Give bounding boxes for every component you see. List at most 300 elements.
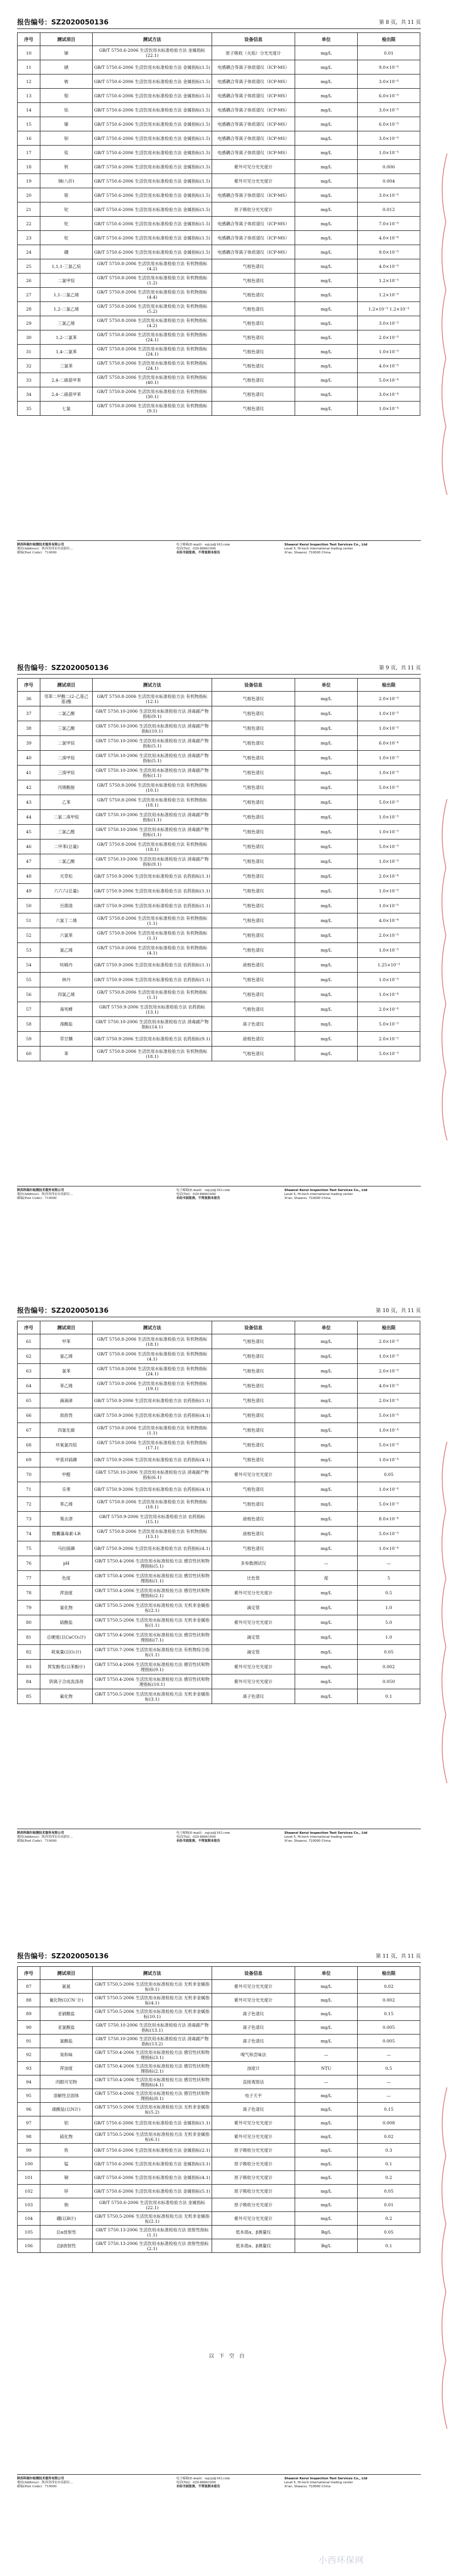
table-row (18, 160, 420, 174)
cell-item: 微囊藻毒素-LR (40, 1527, 93, 1541)
cell-item: 苯乙烯 (40, 1497, 93, 1512)
cell-equipment: 紫外可见分光光度计 (212, 1994, 295, 2007)
cell-item: 铁 (40, 2144, 93, 2157)
cell-limit: — (358, 1556, 420, 1571)
cell-equipment: 气相色谱仪 (212, 987, 295, 1002)
cell-seq: 102 (18, 2185, 40, 2198)
cell-unit: mg/L (295, 387, 358, 402)
table-row (18, 2075, 420, 2089)
cell-seq: 10 (18, 46, 40, 60)
cell-method: GB/T 5750.9-2006 生活饮用水标准检验方法 农药指标(4.1) (93, 1408, 212, 1423)
report-page-4 (0, 1934, 455, 2548)
cell-item: 百菌清 (40, 899, 93, 913)
cell-seq: 32 (18, 359, 40, 373)
table-row (18, 736, 420, 751)
column-header: 单位 (295, 1967, 358, 1980)
end-of-content-mark: 以 下 空 白 (209, 2354, 246, 2359)
cell-method: GB/T 5750.8-2006 生活饮用水标准检验方法 有机物指标(9.1) (93, 402, 212, 416)
cell-seq: 55 (18, 973, 40, 987)
cell-item: 三溴甲烷 (40, 766, 93, 780)
cell-item: 氰化物(以CN⁻计) (40, 1994, 93, 2007)
cell-unit: mg/L (295, 2198, 358, 2212)
cell-limit: 1.0×10⁻³ (358, 943, 420, 958)
table-row (18, 2212, 420, 2226)
cell-method: GB/T 5750.5-2006 生活饮用水标准检验方法 无机非金属指标(4.1) (93, 1994, 212, 2007)
cell-limit: 2.0×10⁻³ (358, 1334, 420, 1349)
cell-limit: — (358, 2048, 420, 2062)
cell-item: 锌 (40, 2185, 93, 2198)
cell-unit: mg/L (295, 245, 358, 259)
cell-equipment: 电感耦合等离子体质谱仪（ICP-MS） (212, 117, 295, 131)
cell-limit: 0.3 (358, 2144, 420, 2157)
cell-unit: mg/L (295, 721, 358, 736)
cell-seq: 49 (18, 884, 40, 899)
cell-unit: mg/L (295, 1601, 358, 1615)
table-row (18, 854, 420, 869)
cell-equipment: 电感耦合等离子体质谱仪（ICP-MS） (212, 60, 295, 75)
cell-method: GB/T 5750.6-2006 生活饮用水标准检验方法 金属指标(1.1) (93, 2116, 212, 2130)
cell-limit: 0.008 (358, 2116, 420, 2130)
cell-unit: mg/L (295, 928, 358, 943)
cell-limit: 1.0×10⁻⁵ (358, 973, 420, 987)
table-row (18, 1541, 420, 1556)
cell-equipment: 离子色谱仪 (212, 1689, 295, 1704)
cell-limit: 5.0×10⁻³ (358, 795, 420, 810)
cell-method: GB/T 5750.6-2006 生活饮用水标准检验方法 金属指标(4.1) (93, 2171, 212, 2185)
cell-equipment: 气相色谱仪 (212, 1002, 295, 1017)
cell-unit: mg/L (295, 913, 358, 928)
table-header-row (18, 33, 420, 46)
cell-method: GB/T 5750.8-2006 生活饮用水标准检验方法 有机物指标(1.1) (93, 987, 212, 1002)
table-row (18, 810, 420, 825)
cell-unit: mg/L (295, 1349, 358, 1364)
cell-item: 锰 (40, 2157, 93, 2171)
cell-item: 硼(以B计) (40, 2212, 93, 2226)
table-row (18, 973, 420, 987)
table-row (18, 1601, 420, 1615)
table-row (18, 274, 420, 288)
cell-unit: mg/L (295, 316, 358, 330)
cell-seq: 50 (18, 899, 40, 913)
cell-equipment: 气相色谱仪 (212, 345, 295, 359)
cell-item: 苯乙烯 (40, 1379, 93, 1394)
cell-equipment: 气相色谱仪 (212, 1438, 295, 1453)
cell-method: GB/T 5750.8-2006 生活饮用水标准检验方法 有机物指标(24.1) (93, 345, 212, 359)
cell-equipment: 气相色谱仪 (212, 869, 295, 884)
cell-item: 锑 (40, 46, 93, 60)
cell-equipment: 电感耦合等离子体质谱仪（ICP-MS） (212, 103, 295, 117)
cell-unit: mg/L (295, 1438, 358, 1453)
cell-equipment: 气相色谱仪 (212, 1541, 295, 1556)
cell-item: 四氯乙烯 (40, 987, 93, 1002)
column-header: 测试方法 (93, 679, 212, 692)
cell-limit: 0.5 (358, 1586, 420, 1601)
binding-seal-decoration (435, 2087, 449, 2429)
cell-method: GB/T 5750.4-2006 生活饮用水标准检验方法 感官性状和物理指标(7.1) (93, 1630, 212, 1645)
cell-limit: 0.050 (358, 1674, 420, 1689)
cell-seq: 94 (18, 2075, 40, 2089)
cell-method: GB/T 5750.6-2006 生活饮用水标准检验方法 金属指标(1.5) (93, 75, 212, 89)
cell-seq: 35 (18, 402, 40, 416)
cell-method: GB/T 5750.9-2006 生活饮用水标准检验方法 农药指标(4.1) (93, 1482, 212, 1497)
cell-method: GB/T 5750.10-2006 生活饮用水标准检验方法 消毒副产物指标(14.1) (93, 1017, 212, 1032)
cell-unit: mg/L (295, 1423, 358, 1438)
cell-item: 马拉硫磷 (40, 1541, 93, 1556)
cell-equipment: 气相色谱仪 (212, 736, 295, 751)
table-row (18, 913, 420, 928)
test-items-table (17, 678, 420, 1061)
cell-limit: 2.0×10⁻³ (358, 1364, 420, 1379)
cell-seq: 40 (18, 751, 40, 766)
table-row (18, 692, 420, 706)
cell-equipment: 气相色谱仪 (212, 1423, 295, 1438)
cell-item: 钛 (40, 146, 93, 160)
cell-unit: mg/L (295, 2212, 358, 2226)
cell-unit: mg/L (295, 2089, 358, 2103)
table-row (18, 302, 420, 316)
cell-item: 铊 (40, 217, 93, 231)
cell-item: 色度 (40, 1571, 93, 1586)
cell-item: 镍 (40, 117, 93, 131)
cell-limit: 5.0×10⁻³ (358, 1438, 420, 1453)
cell-seq: 31 (18, 345, 40, 359)
cell-seq: 26 (18, 274, 40, 288)
cell-equipment: 原子吸收（火焰）分光光度计 (212, 46, 295, 60)
footer-company-en: Shaanxi Kerui Inspection Test Services Co., Ltd (284, 2477, 367, 2480)
table-row (18, 1002, 420, 1017)
cell-limit: — (358, 2089, 420, 2103)
report-number: 报告编号：SZ2020050136 (17, 1952, 109, 1960)
cell-seq: 51 (18, 913, 40, 928)
cell-limit: 0.05 (358, 2185, 420, 2198)
cell-item: 六氯苯 (40, 928, 93, 943)
cell-unit: mg/L (295, 60, 358, 75)
table-row (18, 188, 420, 202)
cell-seq: 59 (18, 1032, 40, 1047)
cell-equipment: 气相色谱仪 (212, 316, 295, 330)
cell-equipment: 紫外可见分光光度计 (212, 1980, 295, 1994)
cell-method: GB/T 5750.6-2006 生活饮用水标准检验方法 金属指标(1.5) (93, 202, 212, 217)
cell-unit: mg/L (295, 330, 358, 345)
cell-limit: 5.0×10⁻⁵ (358, 1408, 420, 1423)
cell-method: GB/T 5750.6-2006 生活饮用水标准检验方法 金属指标(1.5) (93, 131, 212, 146)
column-header: 序号 (18, 33, 40, 46)
cell-equipment: 气相色谱仪 (212, 854, 295, 869)
cell-item: 1,2-二氯苯 (40, 330, 93, 345)
cell-seq: 58 (18, 1017, 40, 1032)
cell-seq: 61 (18, 1334, 40, 1349)
cell-item: 锑(八价) (40, 174, 93, 188)
cell-unit: mg/L (295, 1408, 358, 1423)
cell-limit: 0.1 (358, 2239, 420, 2253)
cell-equipment: 紫外可见分光光度计 (212, 1674, 295, 1689)
cell-limit: 1.0 (358, 1630, 420, 1645)
cell-equipment: 气相色谱仪 (212, 913, 295, 928)
cell-method: GB/T 5750.6-2006 生活饮用水标准检验方法 金属指标(1.5) (93, 117, 212, 131)
footer-note: 未经书面批准，不得复制本报告 (176, 551, 221, 555)
cell-item: 林丹 (40, 973, 93, 987)
cell-limit: 1.25×10⁻³ (358, 958, 420, 973)
cell-seq: 78 (18, 1586, 40, 1601)
table-row (18, 840, 420, 854)
cell-limit: 2.0×10⁻⁴ (358, 1002, 420, 1017)
table-row (18, 2035, 420, 2048)
cell-seq: 90 (18, 2021, 40, 2035)
cell-equipment: 气相色谱仪 (212, 795, 295, 810)
cell-unit: mg/L (295, 259, 358, 274)
cell-limit: 0.2 (358, 2212, 420, 2226)
cell-seq: 28 (18, 302, 40, 316)
table-row (18, 1047, 420, 1061)
cell-item: 乐果 (40, 1482, 93, 1497)
cell-unit: mg/L (295, 202, 358, 217)
footer-company-en: Shaanxi Kerui Inspection Test Services Co., Ltd (284, 1831, 367, 1835)
cell-equipment: 低本底α、β测量仪 (212, 2226, 295, 2239)
cell-limit: 1.2×10⁻³ (358, 274, 420, 288)
cell-method: GB/T 5750.8-2006 生活饮用水标准检验方法 有机物指标(4.2) (93, 259, 212, 274)
page-footer (17, 1186, 421, 1213)
table-row (18, 1408, 420, 1423)
table-row (18, 131, 420, 146)
cell-seq: 11 (18, 60, 40, 75)
cell-method: GB/T 5750.4-2006 生活饮用水标准检验方法 感官性状和物理指标(8.1) (93, 2089, 212, 2103)
cell-unit: mg/L (295, 2021, 358, 2035)
cell-equipment: 气相色谱仪 (212, 928, 295, 943)
cell-method: GB/T 5750.9-2006 生活饮用水标准检验方法 农药指标(1.1) (93, 899, 212, 913)
cell-method: GB/T 5750.9-2006 生活饮用水标准检验方法 农药指标(9.1) (93, 1032, 212, 1047)
cell-method: GB/T 5750.8-2006 生活饮用水标准检验方法 有机物指标(13.1) (93, 1527, 212, 1541)
cell-limit: 0.15 (358, 2007, 420, 2021)
cell-method: GB/T 5750.8-2006 生活饮用水标准检验方法 有机物指标(1.2) (93, 274, 212, 288)
footer-address: 地址(Address)：陕西省西安市高新区... (17, 1835, 73, 1839)
cell-seq: 53 (18, 943, 40, 958)
cell-item: 浑浊度 (40, 2062, 93, 2075)
column-header: 设备信息 (212, 33, 295, 46)
footer-company: 陕西科瑞尔检测技术服务有限公司 (17, 543, 64, 547)
cell-equipment: 原子吸收分光光度计 (212, 2185, 295, 2198)
cell-limit: 1.0×10⁻³ (358, 854, 420, 869)
column-header: 设备信息 (212, 679, 295, 692)
footer-address: 地址(Address)：陕西省西安市高新区... (17, 1193, 73, 1196)
cell-unit: mg/L (295, 766, 358, 780)
cell-item: 挥发酚类(以苯酚计) (40, 1660, 93, 1674)
cell-equipment: 气相色谱仪 (212, 943, 295, 958)
cell-equipment: 气相色谱仪 (212, 810, 295, 825)
footer-company: 陕西科瑞尔检测技术服务有限公司 (17, 2477, 64, 2480)
report-page-1 (0, 0, 455, 614)
cell-equipment: 电感耦合等离子体质谱仪（ICP-MS） (212, 188, 295, 202)
cell-method: GB/T 5750.8-2006 生活饮用水标准检验方法 有机物指标(1.1) (93, 913, 212, 928)
cell-equipment: 气相色谱仪 (212, 330, 295, 345)
cell-equipment: 电感耦合等离子体质谱仪（ICP-MS） (212, 217, 295, 231)
cell-equipment: 原子吸收分光光度计 (212, 202, 295, 217)
table-header-row (18, 679, 420, 692)
cell-method: GB/T 5750.4-2006 生活饮用水标准检验方法 感官性状和物理指标(9.1) (93, 1660, 212, 1674)
cell-unit: mg/L (295, 1645, 358, 1660)
cell-limit: 5.0 (358, 1615, 420, 1630)
cell-unit: mg/L (295, 1453, 358, 1467)
cell-unit: mg/L (295, 943, 358, 958)
footer-city-en: Xi'an, Shaanxi, 710000 China (284, 2485, 331, 2488)
cell-unit: mg/L (295, 2157, 358, 2171)
cell-limit: 0.2 (358, 2171, 420, 2185)
cell-seq: 104 (18, 2212, 40, 2226)
cell-item: 溴酸盐 (40, 1017, 93, 1032)
footer-phone: 电话(Tel)：029-88661000 (176, 1193, 216, 1196)
cell-limit: 1.2×10⁻³ (358, 288, 420, 302)
footer-address-en: Level 5, Hi-tech international trading center (284, 2481, 353, 2484)
cell-item: 耗氧量(以O₂计) (40, 1645, 93, 1660)
table-row (18, 1482, 420, 1497)
cell-limit: 0.01 (358, 46, 420, 60)
cell-seq: 24 (18, 245, 40, 259)
table-row (18, 217, 420, 231)
cell-equipment: 离子色谱仪 (212, 2021, 295, 2035)
cell-method: GB/T 5750.6-2006 生活饮用水标准检验方法 金属指标(5.1) (93, 2185, 212, 2198)
cell-method: GB/T 5750.8-2006 生活饮用水标准检验方法 有机物指标(4.1) (93, 1349, 212, 1364)
table-row (18, 795, 420, 810)
cell-equipment: 气相色谱仪 (212, 1408, 295, 1423)
cell-limit: 4.0×10⁻³ (358, 1379, 420, 1394)
cell-seq: 13 (18, 89, 40, 103)
cell-unit: mg/L (295, 958, 358, 973)
cell-seq: 79 (18, 1601, 40, 1615)
table-row (18, 231, 420, 245)
table-row (18, 1660, 420, 1674)
column-header: 测试方法 (93, 1967, 212, 1980)
cell-limit: 5.0×10⁻³ (358, 1047, 420, 1061)
cell-equipment: 气相色谱仪 (212, 274, 295, 288)
cell-method: GB/T 5750.9-2006 生活饮用水标准检验方法 农药指标(4.1) (93, 1541, 212, 1556)
cell-limit: 0.05 (358, 1467, 420, 1482)
table-header-row (18, 1967, 420, 1980)
cell-item: 肉眼可见物 (40, 2075, 93, 2089)
cell-unit: mg/L (295, 373, 358, 387)
cell-seq: 38 (18, 721, 40, 736)
cell-limit: 0.01 (358, 2198, 420, 2212)
report-page-2 (0, 646, 455, 1260)
cell-item: 铊 (40, 202, 93, 217)
cell-equipment: 电感耦合等离子体质谱仪（ICP-MS） (212, 146, 295, 160)
cell-unit: mg/L (295, 46, 358, 60)
cell-seq: 46 (18, 840, 40, 854)
table-row (18, 103, 420, 117)
cell-item: 毒死蜱 (40, 1002, 93, 1017)
cell-equipment: 液相色谱仪 (212, 1032, 295, 1047)
cell-item: 三氯乙酸 (40, 721, 93, 736)
table-row (18, 1674, 420, 1689)
cell-limit: 4.0×10⁻⁵ (358, 259, 420, 274)
cell-unit: mg/L (295, 751, 358, 766)
cell-equipment: 离子色谱仪 (212, 1017, 295, 1032)
cell-seq: 12 (18, 75, 40, 89)
cell-unit: mg/L (295, 2144, 358, 2157)
cell-equipment: 液相色谱仪 (212, 958, 295, 973)
cell-unit: mg/L (295, 1364, 358, 1379)
table-row (18, 1453, 420, 1467)
cell-item: pH (40, 1556, 93, 1571)
cell-item: 二甲苯(总量) (40, 840, 93, 854)
cell-unit: mg/L (295, 1586, 358, 1601)
page-number: 第 8 页，共 11 页 (379, 20, 421, 26)
cell-limit: 2.0×10⁻³ (358, 330, 420, 345)
footer-postcode: 邮编(Post Code)：710000 (17, 2485, 57, 2488)
column-header: 测试项目 (40, 1967, 93, 1980)
footer-company-en: Shaanxi Kerui Inspection Test Services Co., Ltd (284, 1189, 367, 1192)
cell-item: 钴 (40, 103, 93, 117)
cell-seq: 93 (18, 2062, 40, 2075)
table-row (18, 75, 420, 89)
cell-method: GB/T 5750.10-2006 生活饮用水标准检验方法 消毒副产物指标(13.2) (93, 2035, 212, 2048)
site-watermark: 小西环保网 (318, 2555, 365, 2565)
footer-company: 陕西科瑞尔检测技术服务有限公司 (17, 1831, 64, 1835)
table-row (18, 987, 420, 1002)
cell-method: GB/T 5750.9-2006 生活饮用水标准检验方法 农药指标(4.1) (93, 1453, 212, 1467)
cell-seq: 62 (18, 1349, 40, 1364)
cell-limit: 1.0×10⁻³ (358, 345, 420, 359)
table-row (18, 245, 420, 259)
cell-unit: mg/L (295, 1467, 358, 1482)
cell-method: GB/T 5750.8-2006 生活饮用水标准检验方法 有机物指标(1.1) (93, 1423, 212, 1438)
table-row (18, 706, 420, 721)
table-row (18, 2198, 420, 2212)
cell-method: GB/T 5750.8-2006 生活饮用水标准检验方法 有机物指标(24.1) (93, 359, 212, 373)
cell-unit: mg/L (295, 810, 358, 825)
cell-equipment: 气相色谱仪 (212, 825, 295, 840)
column-header: 单位 (295, 1321, 358, 1334)
cell-seq: 66 (18, 1408, 40, 1423)
table-row (18, 2239, 420, 2253)
cell-unit: mg/L (295, 288, 358, 302)
table-row (18, 387, 420, 402)
header-rule (17, 1962, 421, 1963)
table-row (18, 825, 420, 840)
cell-unit: mg/L (295, 2130, 358, 2144)
report-number: 报告编号：SZ2020050136 (17, 18, 109, 26)
cell-seq: 82 (18, 1645, 40, 1660)
cell-item: 臭和味 (40, 2048, 93, 2062)
cell-equipment: 气相色谱仪 (212, 1497, 295, 1512)
table-row (18, 202, 420, 217)
cell-unit: mg/L (295, 795, 358, 810)
cell-item: 1,1,1-三氯乙烷 (40, 259, 93, 274)
report-number: 报告编号：SZ2020050136 (17, 1306, 109, 1314)
cell-item: 1,4-二氯苯 (40, 345, 93, 359)
cell-method: GB/T 5750.5-2006 生活饮用水标准检验方法 无机非金属指标(1.1) (93, 1615, 212, 1630)
cell-unit: mg/L (295, 1017, 358, 1032)
cell-limit: 2.0×10⁻³ (358, 692, 420, 706)
table-row (18, 1615, 420, 1630)
table-row (18, 2116, 420, 2130)
cell-unit: mg/L (295, 1630, 358, 1645)
cell-item: 草甘膦 (40, 1032, 93, 1047)
cell-seq: 64 (18, 1379, 40, 1394)
cell-seq: 84 (18, 1674, 40, 1689)
cell-item: 铜 (40, 2171, 93, 2185)
cell-unit: mg/L (295, 160, 358, 174)
cell-item: 苯 (40, 1047, 93, 1061)
cell-equipment: 气相色谱仪 (212, 1453, 295, 1467)
cell-equipment: 气相色谱仪 (212, 359, 295, 373)
footer-phone: 电话(Tel)：029-88661000 (176, 1835, 216, 1839)
cell-unit: mg/L (295, 869, 358, 884)
cell-unit: mg/L (295, 2007, 358, 2021)
cell-equipment: 电感耦合等离子体质谱仪（ICP-MS） (212, 245, 295, 259)
cell-method: GB/T 5750.10-2006 生活饮用水标准检验方法 消毒副产物指标(1.1) (93, 825, 212, 840)
cell-unit: mg/L (295, 1482, 358, 1497)
cell-method: GB/T 5750.8-2006 生活饮用水标准检验方法 有机物指标(18.1) (93, 1497, 212, 1512)
cell-item: 总α放射性 (40, 2226, 93, 2239)
